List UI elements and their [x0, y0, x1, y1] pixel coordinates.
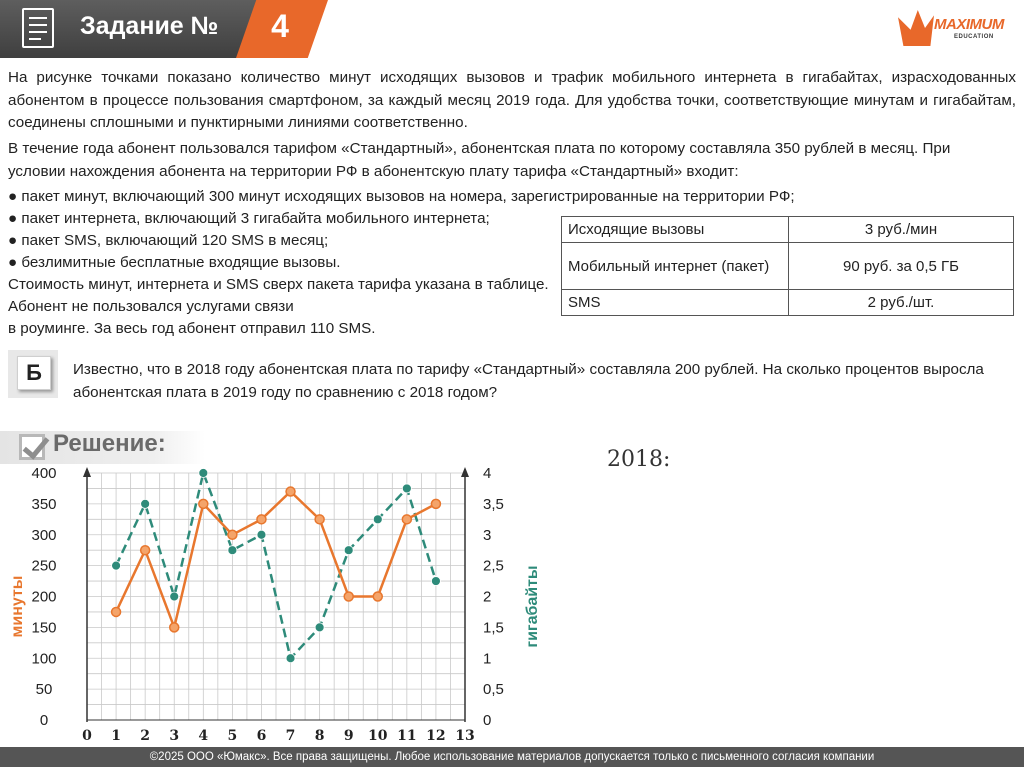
y-tick-label-right: 2,5: [483, 557, 504, 575]
table-row: [562, 217, 1014, 243]
solution-title: Решение:: [53, 430, 166, 457]
part-b-question: Известно, что в 2018 году абонентская плата по тарифу «Стандартный» составляла 200 рублей. На сколько процентов выросла абонентская плата в 2019 году по сравнению с 2018 годом?: [73, 361, 984, 401]
y-tick-label-left: 250: [31, 557, 57, 575]
y-axis-title-right: гигабайты: [524, 565, 541, 648]
x-tick-label: 9: [343, 728, 354, 744]
y-axis-right-arrow: [461, 467, 469, 477]
gigabytes-point: [373, 515, 382, 524]
list-item: ● безлимитные бесплатные входящие вызовы.: [8, 254, 341, 271]
list-item: ● пакет минут, включающий 300 минут исходящих вызовов на номера, зарегистрированные на территории РФ;: [8, 188, 795, 205]
usage-chart: [0, 462, 560, 747]
y-tick-label-left: 400: [31, 465, 57, 482]
x-tick-label: 13: [455, 728, 475, 744]
part-b-label: Б: [17, 356, 51, 390]
part-b-marker: [8, 350, 58, 398]
y-tick-label-left: 50: [35, 681, 53, 699]
minutes-point: [344, 592, 353, 601]
x-tick-label: 11: [397, 728, 417, 744]
minutes-point: [228, 530, 237, 539]
minutes-point: [199, 499, 208, 508]
x-tick-label: 8: [314, 728, 325, 744]
y-tick-label-left: 200: [31, 588, 57, 606]
header: [0, 0, 1024, 62]
minutes-point: [373, 592, 382, 601]
sms-note: в роуминге. За весь год абонент отправил 110 SMS.: [8, 320, 376, 337]
checkbox-icon: [19, 434, 45, 460]
y-axis-title-left: минуты: [9, 575, 26, 638]
x-tick-label: 3: [169, 728, 180, 744]
y-tick-label-left: 350: [31, 495, 57, 513]
x-tick-label: 6: [256, 728, 267, 744]
y-tick-label-right: 3,5: [483, 495, 504, 513]
minutes-point: [286, 487, 295, 496]
x-tick-label: 4: [198, 728, 209, 744]
maximum-logo: [898, 6, 1016, 50]
minutes-point: [315, 515, 324, 524]
table-row: [562, 243, 1014, 290]
y-tick-label-left: 0: [39, 712, 49, 729]
y-tick-label-right: 4: [483, 465, 492, 482]
task-number: 4: [271, 8, 289, 44]
gigabytes-point: [315, 623, 324, 632]
gigabytes-point: [286, 654, 295, 663]
y-tick-label-right: 2: [483, 588, 492, 606]
logo-mark-icon: [898, 10, 934, 46]
gigabytes-point: [344, 546, 353, 555]
y-tick-label-left: 150: [31, 619, 57, 637]
price-cell: 90 руб. за 0,5 ГБ: [789, 243, 1014, 290]
gigabytes-point: [402, 484, 411, 493]
y-tick-label-right: 3: [483, 526, 492, 544]
gigabytes-point: [170, 592, 179, 601]
gigabytes-point: [431, 577, 440, 586]
gigabytes-point: [141, 499, 150, 508]
copyright-footer: ©2025 ООО «Юмакс». Все права защищены. Любое использование материалов допускается только с письменного согласия компании: [0, 747, 1024, 767]
x-tick-label: 10: [368, 728, 388, 744]
table-row: [562, 290, 1014, 316]
x-tick-label: 0: [82, 728, 92, 744]
y-axis-left-arrow: [83, 467, 91, 477]
tariff-description: В течение года абонент пользовался тарифом «Стандартный», абонентская плата по которому составляла 350 рублей в месяц. При условии нахождения абонента на территории РФ в абонентскую плату тарифа «Стандартный» входит:: [8, 140, 951, 180]
x-tick-label: 5: [227, 728, 238, 744]
solution-note: 2018:: [607, 447, 671, 472]
list-item: ● пакет интернета, включающий 3 гигабайта мобильного интернета;: [8, 210, 490, 227]
minutes-point: [431, 499, 440, 508]
price-cell: 2 руб./шт.: [789, 290, 1014, 316]
y-tick-label-right: 0: [483, 712, 492, 729]
x-tick-label: 7: [285, 728, 296, 744]
gigabytes-point: [257, 530, 266, 539]
price-cell: 3 руб./мин: [789, 217, 1014, 243]
document-icon: [22, 8, 54, 48]
y-tick-label-left: 300: [31, 526, 57, 544]
gigabytes-point: [112, 561, 121, 570]
minutes-point: [402, 515, 411, 524]
y-tick-label-left: 100: [31, 650, 57, 668]
x-tick-label: 2: [140, 728, 151, 744]
roaming-note: Абонент не пользовался услугами связи: [8, 298, 294, 315]
tariff-price-table: [561, 216, 1014, 316]
task-title: Задание №: [80, 12, 219, 40]
minutes-point: [112, 607, 121, 616]
minutes-point: [170, 623, 179, 632]
gigabytes-point: [228, 546, 237, 555]
service-cell: SMS: [562, 290, 789, 316]
x-tick-label: 12: [426, 728, 446, 744]
minutes-point: [141, 546, 150, 555]
minutes-point: [257, 515, 266, 524]
logo-subtext: EDUCATION: [954, 34, 994, 40]
problem-intro: На рисунке точками показано количество минут исходящих вызовов и трафик мобильного интернета в гигабайтах, израсходованных абонентом в процессе пользования смартфоном, за каждый месяц 2019 года. Для удобства точки, соответствующие минутам и гигабайтам, соединены сплошными и пунктирными линиями соответственно.: [8, 69, 1016, 131]
extra-cost-note: Стоимость минут, интернета и SMS сверх пакета тарифа указана в таблице.: [8, 276, 549, 293]
y-tick-label-right: 1: [483, 650, 492, 668]
y-tick-label-right: 0,5: [483, 681, 504, 699]
x-tick-label: 1: [111, 728, 121, 744]
list-item: ● пакет SMS, включающий 120 SMS в месяц;: [8, 232, 329, 249]
service-cell: Мобильный интернет (пакет): [562, 243, 789, 290]
y-tick-label-right: 1,5: [483, 619, 504, 637]
service-cell: Исходящие вызовы: [562, 217, 789, 243]
logo-text: MAXIMUM: [934, 16, 1004, 33]
gigabytes-point: [199, 469, 208, 478]
